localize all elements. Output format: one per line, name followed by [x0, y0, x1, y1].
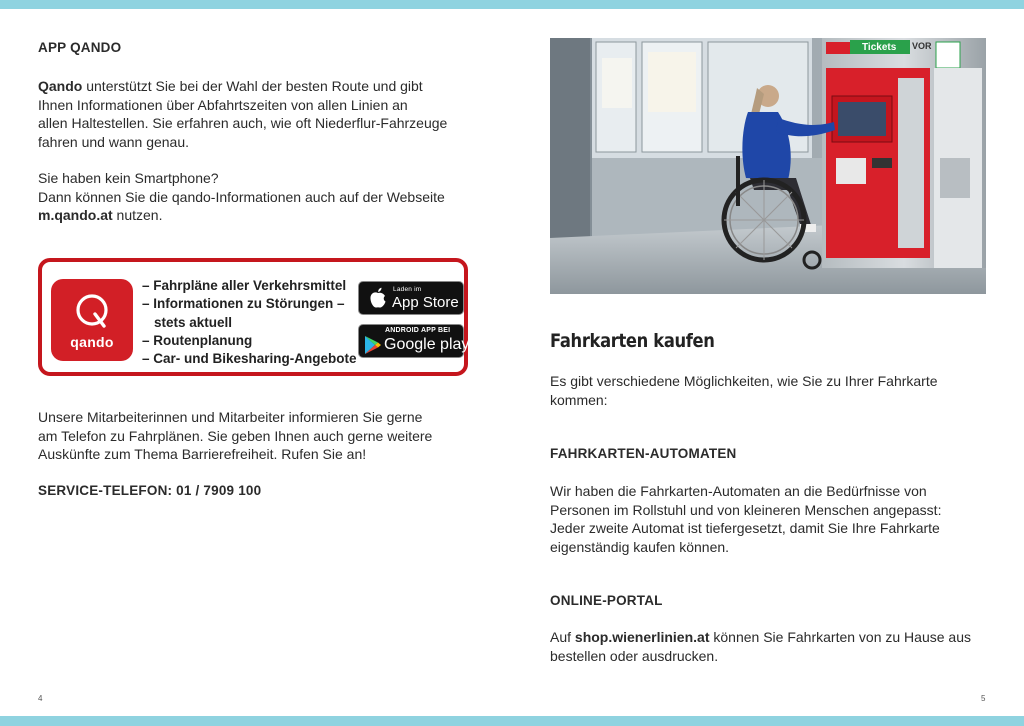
qando-app-box — [38, 258, 468, 376]
top-accent-bar — [0, 0, 1024, 9]
qando-q-icon — [71, 292, 113, 334]
qando-web-link[interactable]: m.qando.at — [38, 207, 113, 223]
no-smartphone-paragraph — [38, 169, 478, 225]
intro-line: Ihnen Informationen über Abfahrtszeiten von allen Linien an — [38, 96, 408, 113]
qando-logo — [51, 279, 133, 361]
shop-link[interactable]: shop.wienerlinien.at — [574, 629, 710, 645]
google-play-small-label: ANDROID APP BEI — [385, 327, 451, 334]
automaten-line: Jeder zweite Automat ist tiefergesetzt, damit Sie Ihre Fahrkarte — [550, 520, 940, 536]
wheelchair-ticket-machine-image — [550, 38, 986, 294]
feature-item: – Car- und Bikesharing-Angebote — [142, 351, 357, 367]
automaten-line: Personen im Rollstuhl und von kleineren Menschen angepasst: — [550, 501, 942, 518]
app-store-label: App Store — [392, 294, 459, 311]
app-qando-heading: APP QANDO — [38, 40, 122, 55]
apple-icon — [368, 287, 388, 309]
tickets-sign: Tickets — [862, 42, 897, 53]
staff-paragraph — [38, 408, 478, 464]
app-store-small-label: Laden im — [393, 286, 422, 293]
intro-line: allen Haltestellen. Sie erfahren auch, wie oft Niederflur-Fahrzeuge — [38, 115, 448, 131]
left-page — [38, 40, 478, 225]
google-play-label: Google play — [384, 336, 470, 353]
qando-logo-text: qando — [70, 334, 114, 350]
web-suffix: nutzen. — [112, 207, 163, 223]
feature-item: – Informationen zu Störungen – — [142, 296, 345, 312]
fahrkarten-intro — [550, 372, 990, 409]
feature-item: stets aktuell — [154, 314, 233, 330]
google-play-icon — [364, 335, 382, 355]
vor-logo: VOR — [912, 41, 932, 51]
staff-line: am Telefon zu Fahrplänen. Sie geben Ihnen auch gerne weitere — [38, 427, 433, 444]
online-line-2: bestellen oder ausdrucken. — [550, 647, 719, 664]
automaten-heading: FAHRKARTEN-AUTOMATEN — [550, 446, 737, 461]
no-smartphone-question: Sie haben kein Smartphone? — [38, 170, 219, 186]
app-store-badge[interactable] — [358, 281, 464, 315]
automaten-line: Wir haben die Fahrkarten-Automaten an die Bedürfnisse von — [550, 483, 927, 499]
qando-feature-list — [142, 277, 357, 368]
online-portal-paragraph — [550, 628, 990, 665]
qando-intro — [38, 77, 478, 151]
page-number-right: 5 — [981, 694, 986, 703]
intro-line: kommen: — [550, 391, 608, 408]
qando-name: Qando — [38, 78, 83, 94]
intro-line: Es gibt verschiedene Möglichkeiten, wie Sie zu Ihrer Fahrkarte — [550, 373, 938, 389]
service-phone: SERVICE-TELEFON: 01 / 7909 100 — [38, 483, 262, 498]
web-info-line: Dann können Sie die qando-Informationen auch auf der Webseite — [38, 188, 445, 205]
online-prefix: Auf — [550, 629, 575, 645]
intro-line: fahren und wann genau. — [38, 133, 190, 150]
automaten-line: eigenständig kaufen können. — [550, 538, 730, 555]
google-play-badge[interactable] — [358, 324, 470, 358]
online-suffix: können Sie Fahrkarten von zu Hause aus — [709, 629, 971, 645]
page-number-left: 4 — [38, 694, 43, 703]
staff-line: Unsere Mitarbeiterinnen und Mitarbeiter informieren Sie gerne — [38, 409, 423, 425]
feature-item: – Fahrpläne aller Verkehrsmittel — [142, 278, 347, 293]
fahrkarten-title: Fahrkarten kaufen — [550, 330, 715, 352]
staff-line: Auskünfte zum Thema Barrierefreiheit. Rufen Sie an! — [38, 446, 367, 462]
feature-item: – Routenplanung — [142, 332, 253, 348]
ticket-machine-photo — [550, 38, 986, 294]
online-portal-heading: ONLINE-PORTAL — [550, 593, 663, 608]
automaten-paragraph — [550, 482, 990, 556]
bottom-accent-bar — [0, 716, 1024, 726]
intro-line: unterstützt Sie bei der Wahl der besten Route und gibt — [82, 78, 423, 94]
